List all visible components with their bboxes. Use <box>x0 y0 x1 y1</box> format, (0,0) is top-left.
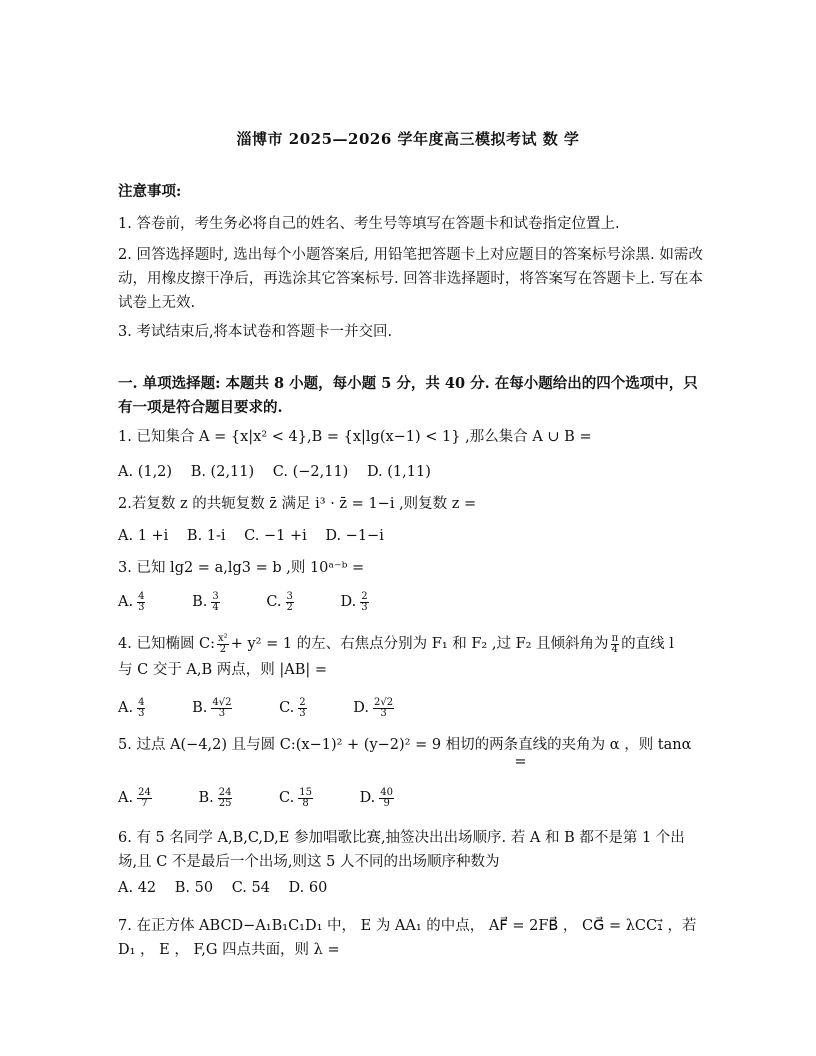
option-d: D. 60 <box>288 880 328 896</box>
question-5-equals: = <box>514 754 527 770</box>
question-4-stem: 4. 已知椭圆 C: $\frac{\text{x²}}{2}$ + y² = 1 的左、右焦点分别为 F₁ 和 F₂ ,过 F₂ 且倾斜角为 $\frac{\pi}{4}$ 的直线 l <box>118 632 674 655</box>
notice-item-1: 1. 答卷前，考生务必将自己的姓名、考生号等填写在答题卡和试卷指定位置上. <box>118 216 620 232</box>
question-2-options <box>118 524 703 548</box>
option-a: A. $\frac{24}{7}$ <box>118 786 151 809</box>
page-title: 淄博市 2025—2026 学年度高三模拟考试 数 学 <box>236 130 580 148</box>
question-3-options <box>118 590 703 614</box>
option-b: B. 50 <box>174 880 214 896</box>
option-a: A. (1,2) <box>118 464 173 480</box>
question-4-options <box>118 696 703 720</box>
option-b: B. 1-i <box>186 528 226 544</box>
option-d: D. $\frac{2}{3}$ <box>340 590 368 613</box>
notice-item-3: 3. 考试结束后,将本试卷和答题卡一并交回. <box>118 324 393 340</box>
option-b: B. $\frac{4√2}{3}$ <box>192 696 232 719</box>
section-heading: 一. 单项选择题: 本题共 8 小题，每小题 5 分，共 40 分. 在每小题给出的四个选项中，只有一项是符合题目要求的. <box>118 375 698 416</box>
question-6-stem: 6. 有 5 名同学 A,B,C,D,E 参加唱歌比赛,抽签决出出场顺序. 若 A 和 B 都不是第 1 个出场,且 C 不是最后一个出场,则这 5 人不同的出场顺序种数为 <box>118 830 685 870</box>
option-c: C. $\frac{2}{3}$ <box>279 696 306 719</box>
option-d: D. (1,11) <box>366 464 431 480</box>
option-d: D. $\frac{2√2}{3}$ <box>353 696 394 719</box>
option-a: A. 42 <box>118 880 157 896</box>
question-5-options <box>118 786 703 810</box>
question-5-stem: 5. 过点 A(−4,2) 且与圆 C:(x−1)² + (y−2)² = 9 相切的两条直线的夹角为 α ，则 tanα <box>118 737 692 753</box>
option-b: B. $\frac{3}{4}$ <box>192 590 219 613</box>
option-a: A. $\frac{4}{3}$ <box>118 590 145 613</box>
question-1-stem: 1. 已知集合 A = {x|x² < 4},B = {x|lg(x−1) < 1} ,那么集合 A ∪ B = <box>118 429 592 445</box>
notice-heading: 注意事项: <box>118 183 182 200</box>
question-3-stem: 3. 已知 lg2 = a,lg3 = b ,则 10ᵃ⁻ᵇ = <box>118 560 365 576</box>
question-6-options <box>118 876 703 900</box>
option-c: C. (−2,11) <box>272 464 349 480</box>
option-c: C. −1 +i <box>244 528 307 544</box>
option-a: A. 1 +i <box>118 528 169 544</box>
option-d: D. $\frac{40}{9}$ <box>359 786 394 809</box>
option-c: C. $\frac{15}{8}$ <box>279 786 312 809</box>
option-a: A. $\frac{4}{3}$ <box>118 696 145 719</box>
option-b: B. $\frac{24}{25}$ <box>198 786 232 809</box>
option-b: B. (2,11) <box>190 464 255 480</box>
notice-item-2: 2. 回答选择题时, 选出每个小题答案后, 用铅笔把答题卡上对应题目的答案标号涂黑. 如需改动，用橡皮擦干净后，再选涂其它答案标号. 回答非选择题时，将答案写在答题卡上. 写在本试卷上无效. <box>118 247 703 311</box>
question-2-stem: 2.若复数 z 的共轭复数 z̄ 满足 i³ · z̄ = 1−i ,则复数 z = <box>118 496 477 512</box>
option-c: C. $\frac{3}{2}$ <box>266 590 293 613</box>
question-1-options <box>118 460 703 484</box>
option-d: D. −1−i <box>325 528 384 544</box>
option-c: C. 54 <box>231 880 270 896</box>
question-4-stem-cont: 与 C 交于 A,B 两点，则 |AB| = <box>118 662 328 678</box>
question-7-stem: 7. 在正方体 ABCD−A₁B₁C₁D₁ 中， E 为 AA₁ 的中点， AF⃗ = 2FB⃗ ， CG⃗ = λCC₁⃗ ，若 D₁ ， E ， F,G 四点共面，则 λ = <box>118 918 697 958</box>
